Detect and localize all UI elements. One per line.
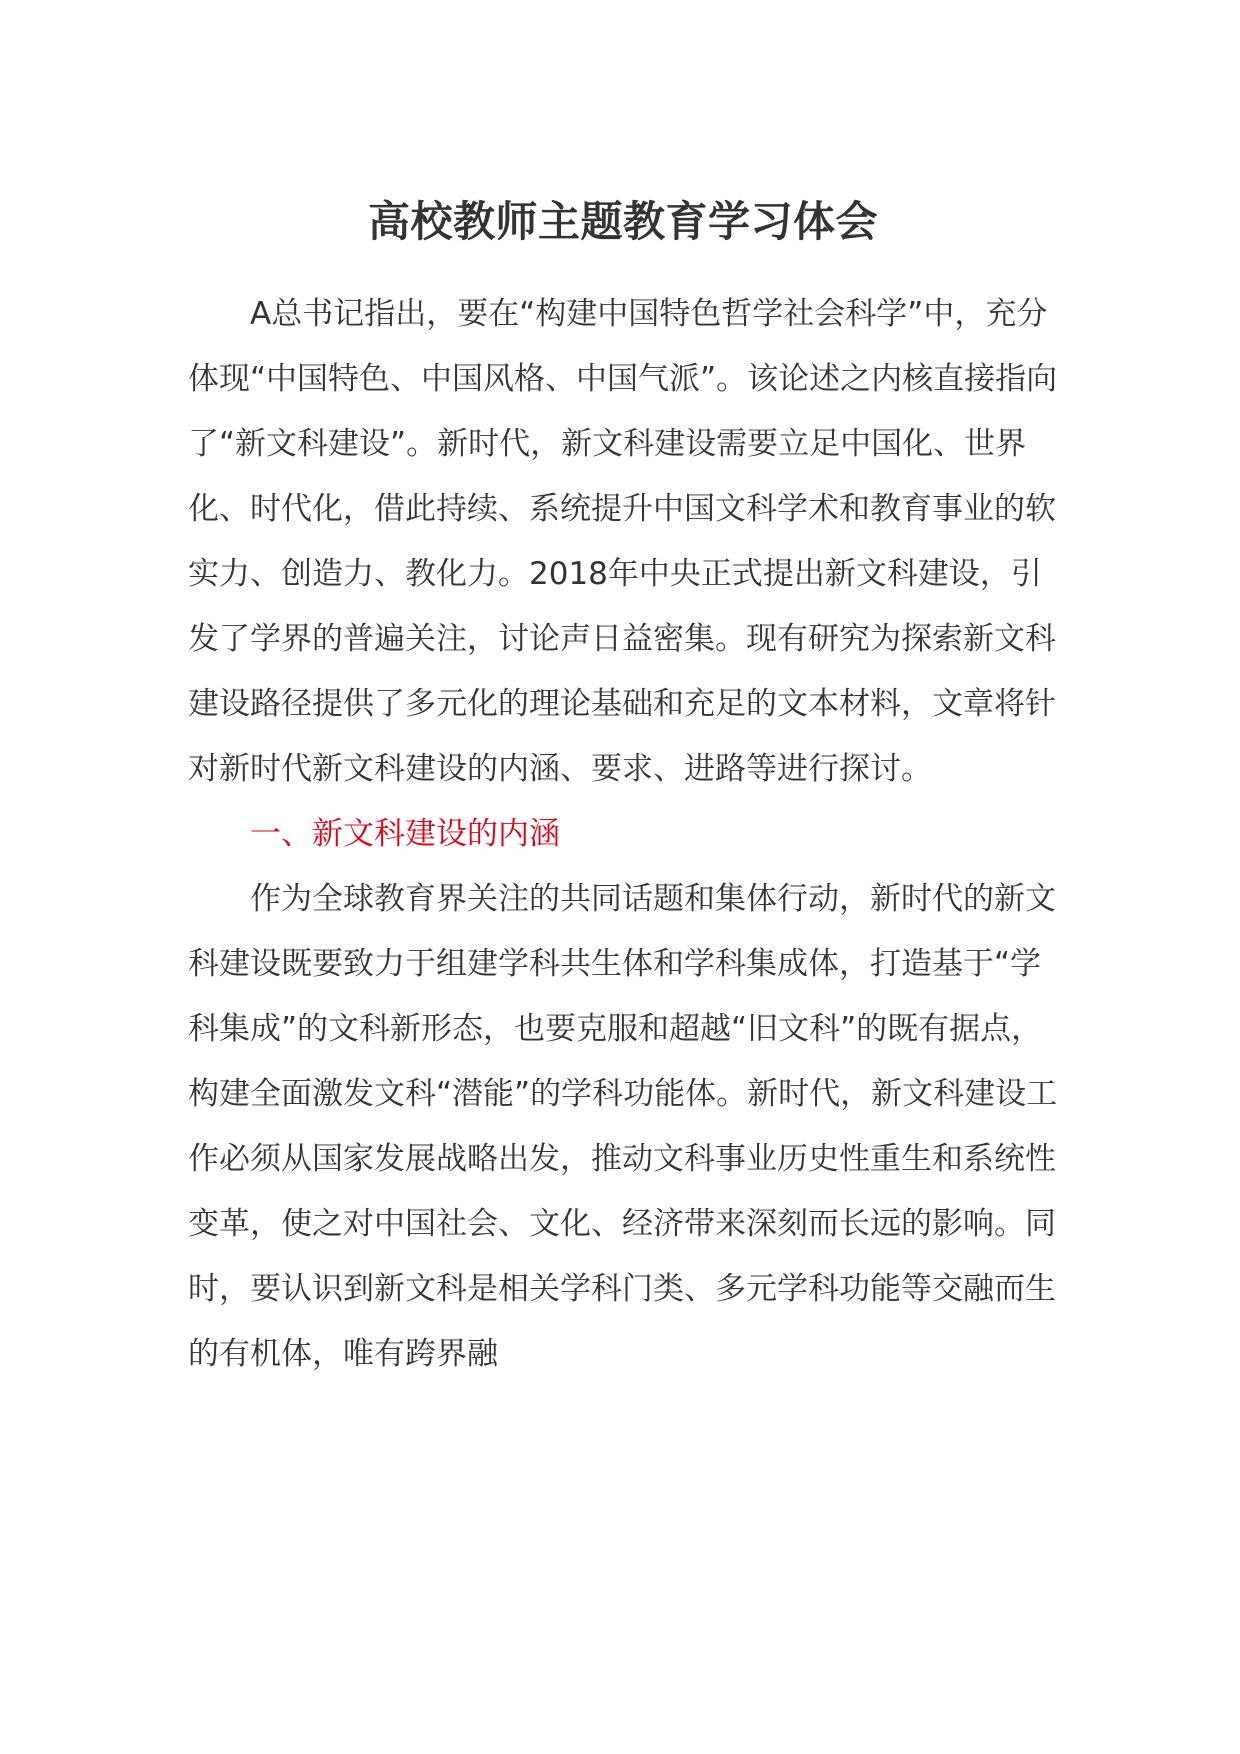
section-1-paragraph: 作为全球教育界关注的共同话题和集体行动，新时代的新文科建设既要致力于组建学科共生体和学科集成体，打造基于“学科集成”的文科新形态，也要克服和超越“旧文科”的既有据点，构建全面激发文科“潜能”的学科功能体。新时代，新文科建设工作必须从国家发展战略出发，推动文科事业历史性重生和系统性变革，使之对中国社会、文化、经济带来深刻而长远的影响。同时，要认识到新文科是相关学科门类、多元学科功能等交融而生的有机体，唯有跨界融 bbox=[188, 881, 1058, 1372]
document-title: 高校教师主题教育学习体会 bbox=[367, 197, 878, 246]
document-body bbox=[188, 190, 1058, 1387]
section-heading-1: 一、新文科建设的内涵 bbox=[250, 816, 560, 852]
intro-paragraph: A总书记指出，要在“构建中国特色哲学社会科学”中，充分体现“中国特色、中国风格、中国气派”。该论述之内核直接指向了“新文科建设”。新时代，新文科建设需要立足中国化、世界化、时代化，借此持续、系统提升中国文科学术和教育事业的软实力、创造力、教化力。2018年中央正式提出新文科建设，引发了学界的普遍关注，讨论声日益密集。现有研究为探索新文科建设路径提供了多元化的理论基础和充足的文本材料，文章将针对新时代新文科建设的内涵、要求、进路等进行探讨。 bbox=[188, 296, 1058, 787]
